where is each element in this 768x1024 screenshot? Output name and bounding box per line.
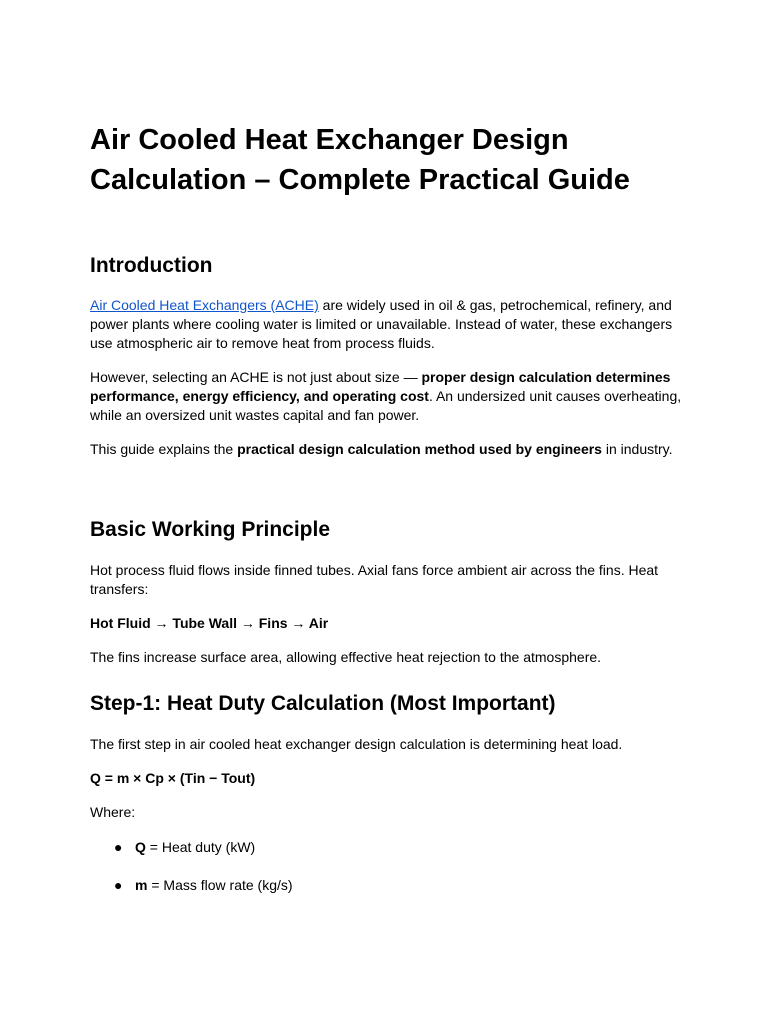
step1-formula [90,769,682,788]
ache-link[interactable]: Air Cooled Heat Exchangers (ACHE) [90,297,319,313]
principle-paragraph-1: Hot process fluid flows inside finned tubes. Axial fans force ambient air across the fins. Heat transfers: [90,562,659,597]
intro-paragraph-2-end: . An undersized unit causes overheating, while an oversized unit wastes capital and fan power. [90,388,682,423]
step1-formula-text: Q = m × Cp × (Tin − Tout) [90,770,256,786]
heading-basic-working-principle: Basic Working Principle [90,518,331,541]
heading-step-1: Step-1: Heat Duty Calculation (Most Important) [90,692,556,715]
list-item-text [135,838,255,857]
list-item-term: m [135,877,148,893]
principle-paragraph-2: The fins increase surface area, allowing effective heat rejection to the atmosphere. [90,649,602,665]
bullet-dot-icon: ● [114,839,123,855]
intro-paragraph-1 [90,296,682,353]
intro-paragraph-3-start: This guide explains the [90,441,238,457]
step1-paragraph-1: The first step in air cooled heat exchanger design calculation is determining heat load. [90,736,623,752]
intro-paragraph-3-end: in industry. [601,441,673,457]
intro-paragraph-3 [90,440,682,459]
principle-flow [90,614,682,633]
heading-introduction: Introduction [90,254,213,277]
intro-paragraph-1-text: are widely used in oil & gas, petrochemical, refinery, and power plants where cooling water is limited or unavailable. Instead of water, these exchangers use atmospheric air to remove heat from process fluids. [90,297,673,351]
list-item-desc: = Mass flow rate (kg/s) [147,877,293,893]
step1-where: Where: [90,804,136,820]
list-item-text [135,876,293,895]
list-item-term: Q [135,839,146,855]
intro-paragraph-2 [90,368,682,425]
intro-paragraph-2-start: However, selecting an ACHE is not just about size — [90,369,422,385]
principle-flow-text: Hot Fluid → Tube Wall → Fins → Air [90,615,329,631]
list-item-desc: = Heat duty (kW) [145,839,256,855]
intro-paragraph-3-bold: practical design calculation method used by engineers [237,441,602,457]
page-title: Air Cooled Heat Exchanger Design Calculation – Complete Practical Guide [90,124,630,196]
bullet-dot-icon: ● [114,877,123,893]
intro-paragraph-2-bold: proper design calculation determines performance, energy efficiency, and operating cost [90,369,671,404]
